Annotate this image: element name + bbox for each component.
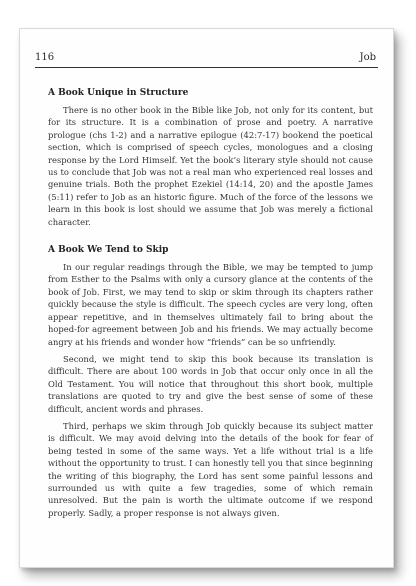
body-paragraph: Second, we might tend to skip this book because its translation is difficult. There are about 100 words in Job that occur only once in all the Old Testament. You will notice that throughout this short book, multiple translations are quoted to try and give the best sense of some of these difficult, ancient words and phrases. — [48, 353, 373, 414]
page-header — [35, 51, 378, 68]
section-heading-structure: A Book Unique in Structure — [48, 88, 189, 98]
page-number: 116 — [35, 52, 55, 63]
book-page — [19, 28, 394, 568]
section-heading-skip: A Book We Tend to Skip — [48, 245, 169, 256]
page-body — [48, 87, 373, 519]
body-paragraph: In our regular readings through the Bible, we may be tempted to jump from Esther to the Psalms with only a cursory glance at the contents of the book of Job. First, we may tend to skip or skim through its chapters rather quickly because the style is difficult. The speech cycles are very long, often appear repetitive, and in themselves ultimately fail to bring about the hoped-for agreement between Job and his friends. We may actually become angry at his friends and wonder how “friends” can be so unfriendly. — [48, 262, 373, 347]
body-paragraph: Third, perhaps we skim through Job quickly because its subject matter is difficult. We may avoid delving into the details of the book for fear of being tested in some of the same ways. Yet a life without trial is a life without the opportunity to trust. I can honestly tell you that since beginning the writing of this biography, the Lord has sent some painful lessons and surrounded us with quite a few tragedies, some of which remain unresolved. But the pain is worth the ultimate outcome if we respond properly. Sadly, a proper response is not always given. — [48, 420, 373, 518]
section-spacer — [48, 228, 373, 244]
running-title: Job — [359, 52, 376, 63]
body-paragraph: There is no other book in the Bible like Job, not only for its content, but for its structure. It is a combination of prose and poetry. A narrative prologue (chs 1-2) and a narrative epilogue (42:7-17) bookend the poetical section, which is comprised of speech cycles, monologues and a closing response by the Lord Himself. Yet the book’s literary style should not cause us to conclude that Job was not a real man who experienced real losses and genuine trials. Both the prophet Ezekiel (14:14, 20) and the apostle James (5:11) refer to Job as an historic figure. Much of the force of the lessons we learn in this book is lost should we assume that Job was merely a fictional character. — [48, 105, 373, 227]
